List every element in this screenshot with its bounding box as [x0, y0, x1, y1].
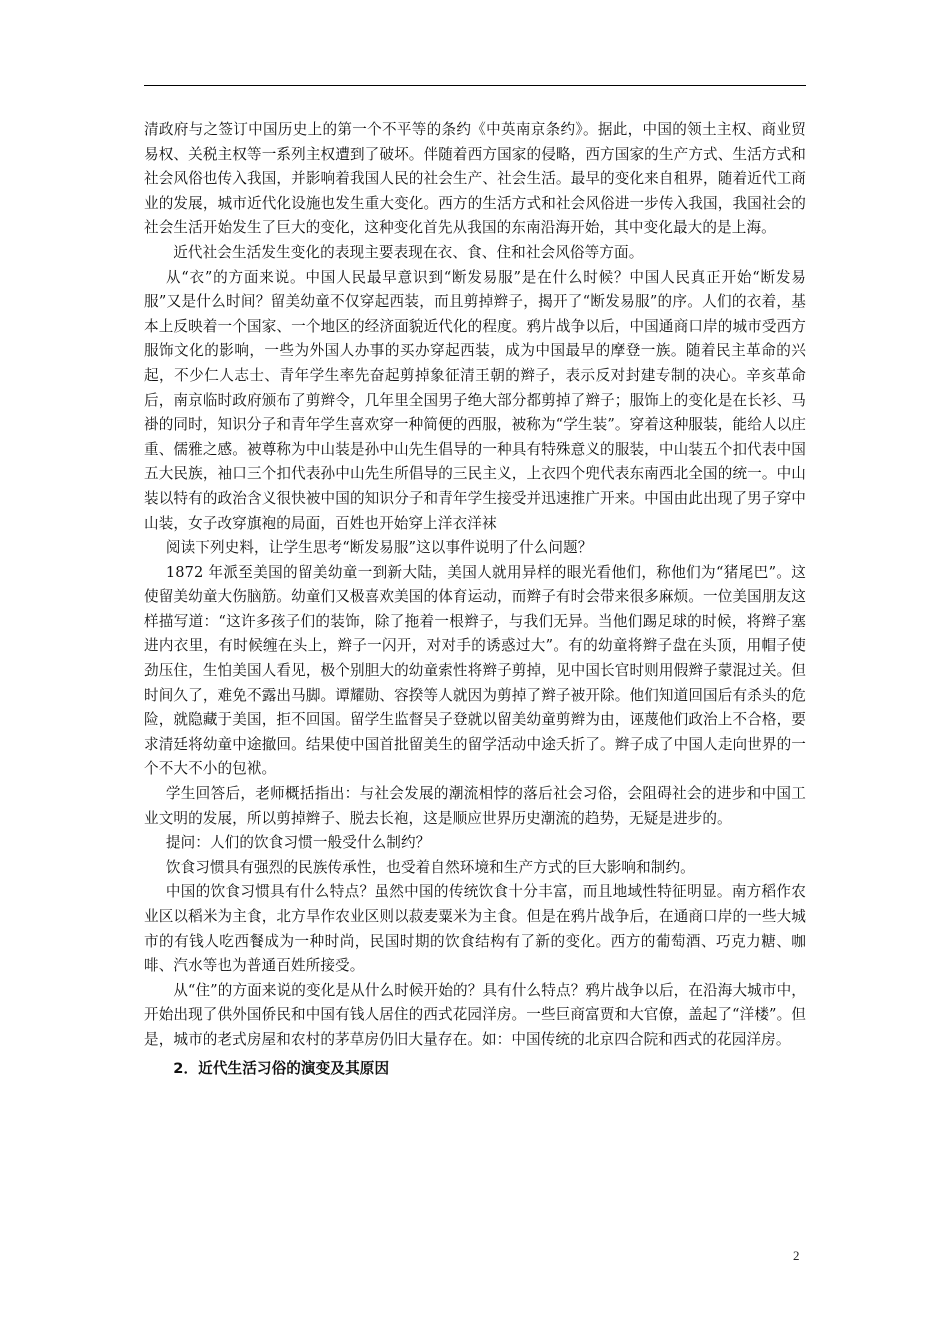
paragraph: 从“衣”的方面来说。中国人民最早意识到“断发易服”是在什么时候？中国人民真正开始“断发易服”又是什么时间？留美幼童不仅穿起西装，而且剪掉辫子，揭开了“断发易服”的序。人们的衣着，基本上反映着一个国家、一个地区的经济面貌近代化的程度。鸦片战争以后，中国通商口岸的城市受西方服饰文化的影响，一些为外国人办事的买办穿起西装，成为中国最早的摩登一族。随着民主革命的兴起，不少仁人志士、青年学生率先奋起剪掉象征清王朝的辫子，表示反对封建专制的决心。辛亥革命后，南京临时政府颁布了剪辫令，几年里全国男子绝大部分都剪掉了辫子；服饰上的变化是在长衫、马褂的同时，知识分子和青年学生喜欢穿一种简便的西服，被称为“学生装”。穿着这种服装，能给人以庄重、儒雅之感。被尊称为中山装是孙中山先生倡导的一种具有特殊意义的服装，中山装五个扣代表中国五大民族，袖口三个扣代表孙中山先生所倡导的三民主义，上衣四个兜代表东南西北全国的统一。中山装以特有的政治含义很快被中国的知识分子和青年学生接受并迅速推广开来。中国由此出现了男子穿中山装，女子改穿旗袍的局面，百姓也开始穿上洋衣洋袜 [144, 268, 806, 532]
paragraph: 学生回答后，老师概括指出：与社会发展的潮流相悖的落后社会习俗，会阻碍社会的进步和中国工业文明的发展，所以剪掉辫子、脱去长袍，这是顺应世界历史潮流的趋势，无疑是进步的。 [144, 785, 806, 827]
paragraph: 提问：人们的饮食习惯一般受什么制约？ [165, 834, 431, 852]
paragraph: 阅读下列史料，让学生思考“断发易服”这以事件说明了什么问题？ [165, 539, 593, 557]
paragraph: 从“住”的方面来说的变化是从什么时候开始的？具有什么特点？鸦片战争以后，在沿海大城市中，开始出现了供外国侨民和中国有钱人居住的西式花园洋房。一些巨商富贾和大官僚，盖起了“洋楼”。但是，城市的老式房屋和农村的茅草房仍旧大量存在。如：中国传统的北京四合院和西式的花园洋房。 [144, 981, 806, 1048]
paragraph: 近代社会生活发生变化的表现主要表现在衣、食、住和社会风俗等方面。 [173, 243, 644, 261]
paragraph: 清政府与之签订中国历史上的第一个不平等的条约《中英南京条约》。据此，中国的领土主权、商业贸易权、关税主权等一系列主权遭到了破坏。伴随着西方国家的侵略，西方国家的生产方式、生活方式和社会风俗也传入我国，并影响着我国人民的社会生产、社会生活。最早的变化来自租界，随着近代工商业的发展，城市近代化设施也发生重大变化。西方的生活方式和社会风俗进一步传入我国，我国社会的社会生活开始发生了巨大的变化，这种变化首先从我国的东南沿海开始，其中变化最大的是上海。 [144, 121, 806, 237]
section-heading: 2．近代生活习俗的演变及其原因 [173, 1059, 390, 1077]
paragraph: 1872 年派至美国的留美幼童一到新大陆，美国人就用异样的眼光看他们，称他们为“猪尾巴”。这使留美幼童大伤脑筋。幼童们又极喜欢美国的体育运动，而辫子有时会带来很多麻烦。一位美国朋友这样描写道：“这许多孩子们的装饰，除了拖着一根辫子，与我们无异。当他们踢足球的时候，将辫子塞进内衣里，有时候缠在头上，辫子一闪开，对对手的诱惑过大”。有的幼童将辫子盘在头顶，用帽子使劲压住，生怕美国人看见，极个别胆大的幼童索性将辫子剪掉，见中国长官时则用假辫子蒙混过关。但时间久了，难免不露出马脚。谭耀勋、容揆等人就因为剪掉了辫子被开除。他们知道回国后有杀头的危险，就隐藏于美国，拒不回国。留学生监督吴子登就以留美幼童剪辫为由，诬蔑他们政治上不合格，要求清廷将幼童中途撤回。结果使中国首批留美生的留学活动中途夭折了。辫子成了中国人走向世界的一个不大不小的包袱。 [144, 563, 806, 778]
paragraph: 饮食习惯具有强烈的民族传承性，也受着自然环境和生产方式的巨大影响和制约。 [165, 858, 695, 876]
document-body [144, 118, 806, 1081]
paragraph: 中国的饮食习惯具有什么特点？虽然中国的传统饮食十分丰富，而且地域性特征明显。南方稻作农业区以稻米为主食，北方旱作农业区则以菽麦粟米为主食。但是在鸦片战争后，在通商口岸的一些大城市的有钱人吃西餐成为一种时尚，民国时期的饮食结构有了新的变化。西方的葡萄酒、巧克力糖、咖啡、汽水等也为普通百姓所接受。 [144, 883, 806, 975]
page-number: 2 [793, 1248, 800, 1263]
header-rule [144, 85, 806, 86]
